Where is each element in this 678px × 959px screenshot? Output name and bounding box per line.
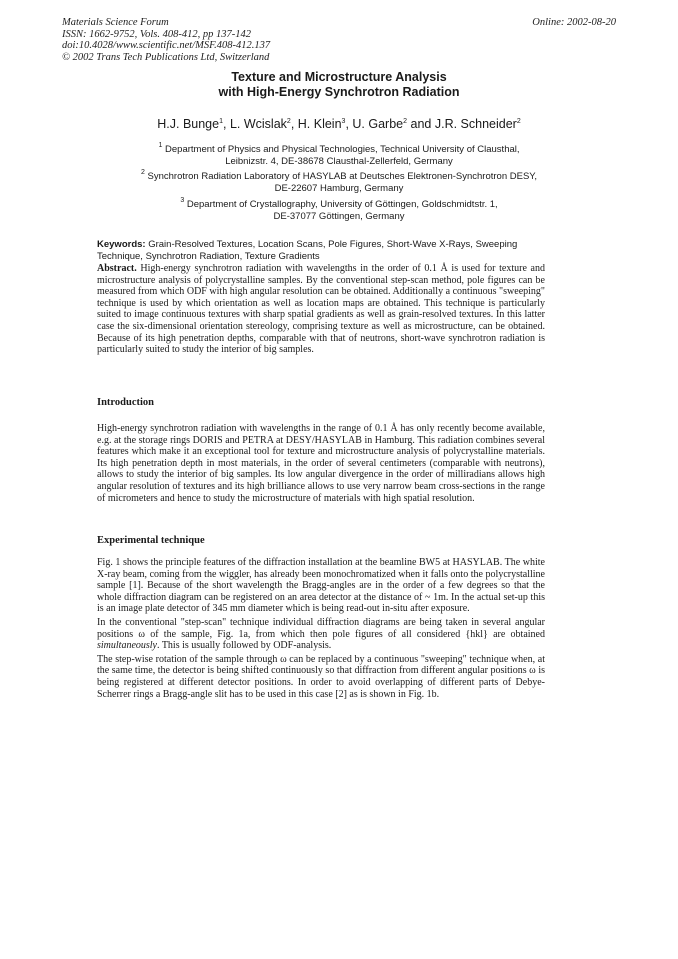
experimental-heading: Experimental technique	[97, 535, 205, 546]
title-line-1: Texture and Microstructure Analysis	[231, 70, 447, 84]
author: L. Wcislak$^2$,	[229, 117, 298, 131]
affiliation-3: $^3$ Department of Crystallography, University of Göttingen, Goldschmidtstr. 1, DE-37077 Göttingen, Germany	[180, 197, 498, 222]
author: H.J. Bunge$^1$,	[157, 117, 230, 131]
author: U. Garbe$^2$ and	[352, 117, 435, 131]
abstract-text: High-energy synchrotron radiation with wavelengths in the order of 0.1 Å is used for texture and microstructure analysis of polycrystalline samples. By the conventional step-scan method, pole figures can be measured from which ODF with high angular resolution can be obtained. Additionally a continuous "sweeping" technique is used by which orientation as well as location maps are obtained. This technique is particularly suited to image continuous textures with sharp spatial gradients as well as grain-resolved textures. In this latter case the six-dimensional orientation stereology, comprising texture as well as microstructure, can be obtained. Because of its high penetration depths, comparable with that of neutrons, short-wave synchrotron radiation is particularly suited to study the interior of big samples.	[97, 263, 545, 356]
introduction-heading: Introduction	[97, 397, 154, 408]
paper-title	[0, 70, 678, 100]
online-date: Online: 2002-08-20	[532, 17, 616, 28]
author: J.R. Schneider$^2$	[434, 117, 521, 131]
experimental-body	[97, 557, 545, 700]
experimental-paragraph-1: Fig. 1 shows the principle features of the diffraction installation at the beamline BW5 at HASYLAB. The white X-ray beam, coming from the wiggler, has already been monochromatized when it falls onto the polycrystalline sample [1]. Because of the short wavelength the Bragg-angles are in the order of a few degrees so that the whole diffraction diagram can be registered on an area detector at the distance of ~ 1m. In the actual set-up this is an image plate detector of 345 mm diameter which is being read-out in-situ after exposure.	[97, 557, 545, 615]
keywords	[97, 239, 547, 262]
introduction-text: High-energy synchrotron radiation with wavelengths in the range of 0.1 Å has only recently become available, e.g. at the storage rings DORIS and PETRA at DESY/HASYLAB in Hamburg. This radiation combines several features which make it an exceptional tool for texture and microstructure analysis of polycrystalline materials. Its high penetration depth in most materials, in the order of several centimeters (comparable with neutrons), allows to study the interior of big samples. Its low angular divergence in the order of milliradians allows high angular resolution of textures and its high brilliance allows to use very narrow beam cross-sections in the range of micrometers and hence to study the microstructure of materials with high spatial resolution.	[97, 423, 545, 504]
experimental-paragraph-2: In the conventional "step-scan" technique individual diffraction diagrams are being taken in several angular positions ω of the sample, Fig. 1a, from which then pole figures of all considered {hkl} are obtained simultaneously. This is usually followed by ODF-analysis.	[97, 616, 545, 652]
abstract	[97, 263, 545, 356]
author: H. Klein$^3$,	[297, 117, 353, 131]
issn-line: ISSN: 1662-9752, Vols. 408-412, pp 137-142	[62, 28, 251, 40]
title-line-2: with High-Energy Synchrotron Radiation	[218, 85, 460, 99]
doi-line[interactable]: doi:10.4028/www.scientific.net/MSF.408-412.137	[62, 40, 271, 51]
abstract-label: Abstract.	[97, 263, 137, 274]
keywords-label: Keywords:	[97, 239, 146, 250]
affiliation-1: $^1$ Department of Physics and Physical Technologies, Technical University of Clausthal, Leibnizstr. 4, DE-38678 Clausthal-Zellerfeld, Germany	[158, 142, 520, 167]
keywords-text: Grain-Resolved Textures, Location Scans, Pole Figures, Short-Wave X-Rays, Sweeping Technique, Synchrotron Radiation, Texture Gradients	[97, 239, 518, 262]
journal-info	[62, 17, 270, 63]
affiliation-2: $^2$ Synchrotron Radiation Laboratory of HASYLAB at Deutsches Elektronen-Synchrotron DESY, DE-22607 Hamburg, Germany	[140, 169, 538, 194]
journal-name: Materials Science Forum	[62, 17, 169, 28]
author-list	[0, 117, 678, 131]
experimental-paragraph-3: The step-wise rotation of the sample through ω can be replaced by a continuous "sweeping" technique when, at the same time, the detector is being shifted continuously so that diffraction from different angular positions ω is being registered at different detector positions. In order to avoid overlapping of different parts of Debye-Scherrer rings a Bragg-angle slit has to be used in this case [2] as is shown in Fig. 1b.	[97, 653, 545, 700]
copyright-line: © 2002 Trans Tech Publications Ltd, Switzerland	[62, 51, 270, 63]
